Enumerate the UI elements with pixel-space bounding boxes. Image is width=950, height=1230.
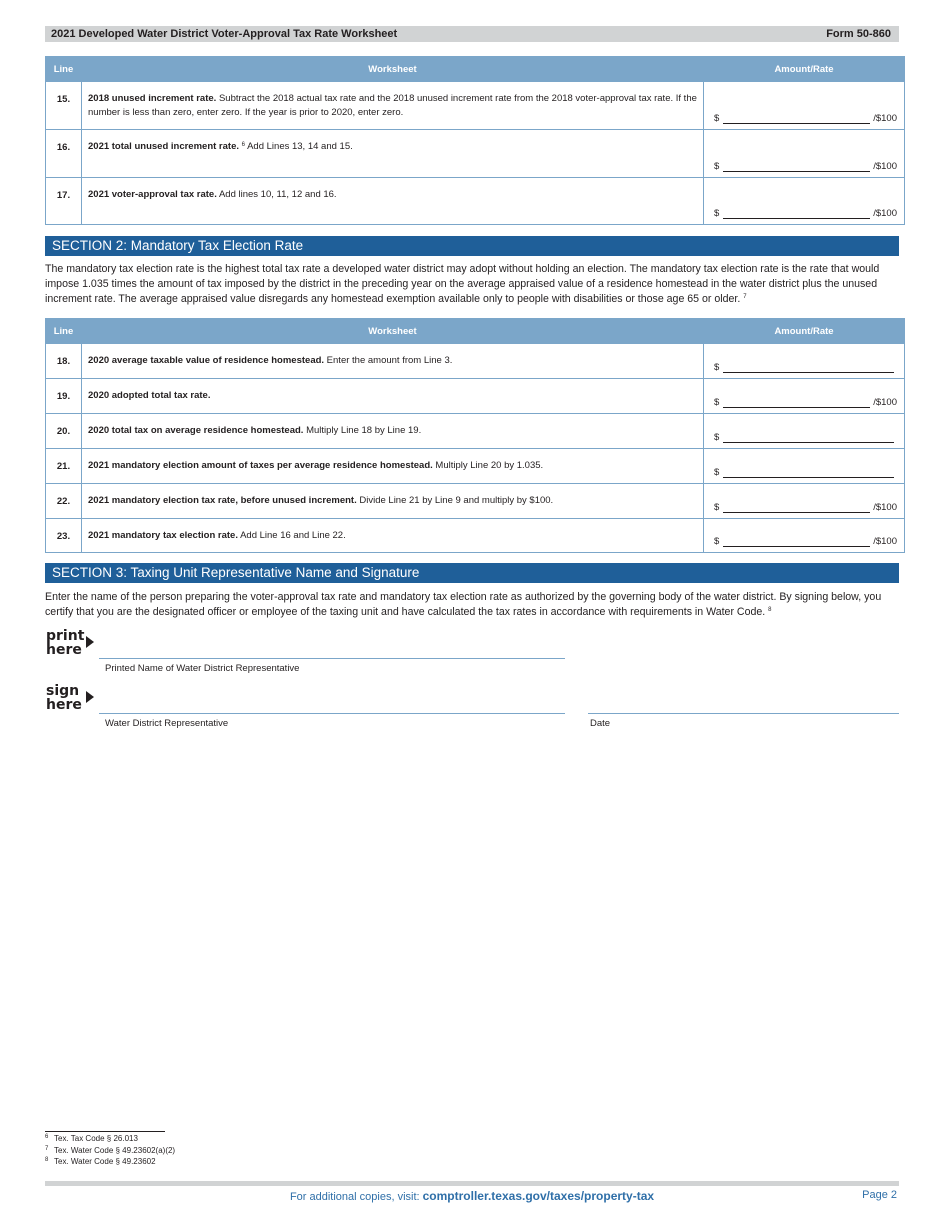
amount-cell[interactable] bbox=[704, 519, 905, 553]
footnote-text: Tex. Water Code § 49.23602(a)(2) bbox=[54, 1145, 176, 1155]
rate-unit: /$100 bbox=[873, 208, 897, 219]
line-instruction: Enter the amount from Line 3. bbox=[324, 355, 453, 366]
dollar-sign: $ bbox=[714, 536, 720, 547]
footnote bbox=[45, 1145, 175, 1157]
representative-label: Water District Representative bbox=[105, 718, 229, 729]
line-description bbox=[82, 379, 704, 414]
col-amount-header: Amount/Rate bbox=[704, 319, 905, 344]
line-title: 2021 total unused increment rate. bbox=[88, 141, 239, 152]
section-2-intro-text: The mandatory tax election rate is the highest total tax rate a developed water district may adopt without holding an election. The mandatory tax election rate is the rate that would impose 1.035 times the amount of tax imposed by the district in the preceding year on the average appraised value of a residence homestead in the water district plus the unused increment rate. The average appraised value disregards any homestead exemption available only to people with disabilities or those age 65 or older. bbox=[45, 263, 880, 305]
printed-name-label: Printed Name of Water District Representative bbox=[105, 663, 300, 674]
rate-unit: /$100 bbox=[873, 397, 897, 408]
line-number: 20. bbox=[46, 414, 82, 449]
table-row bbox=[46, 484, 905, 519]
page-number: Page 2 bbox=[862, 1189, 897, 1201]
amount-cell[interactable] bbox=[704, 344, 905, 379]
footnote-number: 8 bbox=[45, 1157, 49, 1163]
date-label: Date bbox=[590, 718, 611, 729]
table-row bbox=[46, 379, 905, 414]
footer-copies bbox=[45, 1189, 899, 1203]
line-description bbox=[82, 130, 704, 178]
dollar-sign: $ bbox=[714, 397, 720, 408]
line-description bbox=[82, 484, 704, 519]
line-instruction: Multiply Line 20 by 1.035. bbox=[432, 460, 544, 471]
comptroller-link[interactable]: comptroller.texas.gov/taxes/property-tax bbox=[422, 1189, 655, 1203]
date-field[interactable] bbox=[588, 713, 899, 714]
line-number: 17. bbox=[46, 178, 82, 225]
dollar-sign: $ bbox=[714, 113, 720, 124]
line-number: 22. bbox=[46, 484, 82, 519]
print-here-icon bbox=[46, 629, 84, 657]
dollar-sign: $ bbox=[714, 432, 720, 443]
amount-cell[interactable] bbox=[704, 484, 905, 519]
table-row bbox=[46, 519, 905, 553]
dollar-sign: $ bbox=[714, 362, 720, 373]
col-worksheet-header: Worksheet bbox=[82, 319, 704, 344]
table-row bbox=[46, 414, 905, 449]
amount-input-line[interactable] bbox=[723, 398, 870, 408]
form-number: Form 50-860 bbox=[826, 28, 891, 40]
rate-unit: /$100 bbox=[873, 113, 897, 124]
section-2-title: SECTION 2: Mandatory Tax Election Rate bbox=[45, 236, 899, 256]
arrow-right-icon bbox=[86, 636, 94, 648]
table-row bbox=[46, 178, 905, 225]
section-2-intro bbox=[45, 262, 901, 307]
line-title: 2021 mandatory tax election rate. bbox=[88, 530, 238, 541]
section-3-title: SECTION 3: Taxing Unit Representative Name and Signature bbox=[45, 563, 899, 583]
footnote-ref: 6 bbox=[241, 142, 245, 148]
worksheet-title: 2021 Developed Water District Voter-Approval Tax Rate Worksheet bbox=[51, 28, 398, 40]
line-instruction: Add lines 10, 11, 12 and 16. bbox=[216, 189, 337, 200]
line-instruction: Subtract the 2018 actual tax rate and the 2018 unused increment rate from the 2018 voter-approval tax rate. If the number is less than zero, enter zero. If the year is prior to 2020, enter zero. bbox=[88, 93, 697, 118]
footer-prefix: For additional copies, visit: bbox=[289, 1191, 423, 1203]
footnotes bbox=[45, 1133, 175, 1168]
line-title: 2020 total tax on average residence homestead. bbox=[88, 425, 304, 436]
line-title: 2021 voter-approval tax rate. bbox=[88, 189, 217, 200]
amount-input-line[interactable] bbox=[723, 503, 870, 513]
amount-cell[interactable] bbox=[704, 82, 905, 130]
footnote-ref: 8 bbox=[768, 607, 772, 613]
amount-input-line[interactable] bbox=[723, 433, 894, 443]
line-number: 21. bbox=[46, 449, 82, 484]
amount-input-line[interactable] bbox=[723, 114, 870, 124]
amount-input-line[interactable] bbox=[723, 468, 894, 478]
amount-cell[interactable] bbox=[704, 178, 905, 225]
printed-name-field[interactable] bbox=[99, 658, 565, 659]
line-title: 2021 mandatory election amount of taxes per average residence homestead. bbox=[88, 460, 433, 471]
line-title: 2021 mandatory election tax rate, before unused increment. bbox=[88, 495, 357, 506]
signature-field[interactable] bbox=[99, 713, 565, 714]
line-description bbox=[82, 344, 704, 379]
line-title: 2020 average taxable value of residence homestead. bbox=[88, 355, 325, 366]
line-number: 16. bbox=[46, 130, 82, 178]
print-here-bottom: here bbox=[46, 642, 82, 658]
line-number: 23. bbox=[46, 519, 82, 553]
amount-cell[interactable] bbox=[704, 414, 905, 449]
amount-cell[interactable] bbox=[704, 449, 905, 484]
line-description bbox=[82, 519, 704, 553]
footnote-number: 6 bbox=[45, 1134, 49, 1140]
worksheet-table-2 bbox=[45, 318, 905, 553]
line-number: 15. bbox=[46, 82, 82, 130]
form-header-bar bbox=[45, 26, 899, 42]
dollar-sign: $ bbox=[714, 161, 720, 172]
table-row bbox=[46, 130, 905, 178]
amount-input-line[interactable] bbox=[723, 537, 870, 547]
table-row bbox=[46, 449, 905, 484]
footnote-number: 7 bbox=[45, 1145, 49, 1152]
rate-unit: /$100 bbox=[873, 161, 897, 172]
line-instruction: Add Lines 13, 14 and 15. bbox=[244, 141, 353, 152]
section-3-intro-text: Enter the name of the person preparing the voter-approval tax rate and mandatory tax election rate as authorized by the governing body of the water district. By signing below, you certify that you are the designated officer or employee of the taxing unit and have calculated the tax rates in accordance with requirements in Water Code. bbox=[45, 591, 882, 618]
rate-unit: /$100 bbox=[873, 536, 897, 547]
line-number: 18. bbox=[46, 344, 82, 379]
dollar-sign: $ bbox=[714, 208, 720, 219]
sign-here-icon bbox=[46, 684, 82, 712]
footnote bbox=[45, 1133, 175, 1145]
line-description bbox=[82, 82, 704, 130]
line-title: 2018 unused increment rate. bbox=[88, 93, 217, 104]
amount-input-line[interactable] bbox=[723, 209, 870, 219]
line-title: 2020 adopted total tax rate. bbox=[88, 390, 211, 401]
footnote-text: Tex. Tax Code § 26.013 bbox=[54, 1134, 138, 1143]
amount-input-line[interactable] bbox=[723, 363, 894, 373]
line-description bbox=[82, 178, 704, 225]
dollar-sign: $ bbox=[714, 502, 720, 513]
footer-bar bbox=[45, 1181, 899, 1186]
dollar-sign: $ bbox=[714, 467, 720, 478]
footnote-divider bbox=[45, 1131, 165, 1132]
rate-unit: /$100 bbox=[873, 502, 897, 513]
line-instruction: Divide Line 21 by Line 9 and multiply by $100. bbox=[356, 495, 554, 506]
col-worksheet-header: Worksheet bbox=[82, 57, 704, 82]
print-here-top: print bbox=[46, 628, 85, 644]
table-header-row bbox=[46, 319, 905, 344]
col-amount-header: Amount/Rate bbox=[704, 57, 905, 82]
sign-here-bottom: here bbox=[46, 697, 82, 713]
table-header-row bbox=[46, 57, 905, 82]
col-line-header: Line bbox=[46, 319, 82, 344]
section-3-intro bbox=[45, 590, 901, 620]
arrow-right-icon bbox=[86, 691, 94, 703]
amount-cell[interactable] bbox=[704, 130, 905, 178]
table-row bbox=[46, 82, 905, 130]
line-instruction: Multiply Line 18 by Line 19. bbox=[303, 425, 422, 436]
line-description bbox=[82, 449, 704, 484]
line-instruction: Add Line 16 and Line 22. bbox=[237, 530, 346, 541]
amount-cell[interactable] bbox=[704, 379, 905, 414]
amount-input-line[interactable] bbox=[723, 162, 870, 172]
table-row bbox=[46, 344, 905, 379]
footnote-text: Tex. Water Code § 49.23602 bbox=[54, 1157, 156, 1166]
sign-here-top: sign bbox=[46, 683, 80, 699]
footnote-ref: 7 bbox=[743, 294, 747, 300]
line-number: 19. bbox=[46, 379, 82, 414]
col-line-header: Line bbox=[46, 57, 82, 82]
line-description bbox=[82, 414, 704, 449]
worksheet-table-1 bbox=[45, 56, 905, 225]
footnote bbox=[45, 1156, 175, 1168]
